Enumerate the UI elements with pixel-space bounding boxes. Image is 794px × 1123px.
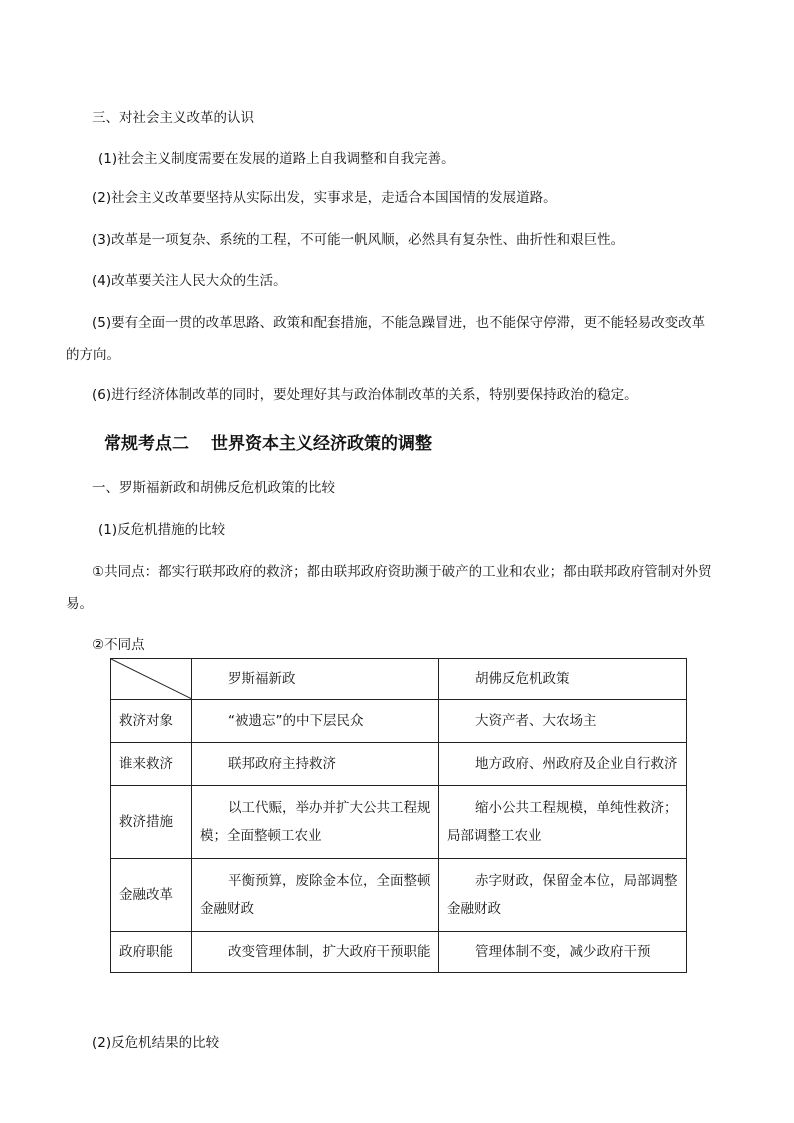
table-row — [111, 932, 687, 973]
section-title: 三、对社会主义改革的认识 — [92, 110, 254, 126]
comparison-table — [110, 658, 687, 973]
row-label: 救济对象 — [111, 700, 192, 743]
column-header: 胡佛反危机政策 — [439, 659, 687, 700]
table-cell: 以工代赈，举办并扩大公共工程规模；全面整顿工农业 — [192, 786, 439, 859]
table-cell: “被遗忘”的中下层民众 — [192, 700, 439, 743]
section-heading — [104, 432, 432, 456]
row-label: 救济措施 — [111, 786, 192, 859]
row-label: 金融改革 — [111, 859, 192, 932]
differences-title: ②不同点 — [92, 637, 145, 653]
list-item: (4)改革要关注人民大众的生活。 — [92, 273, 287, 289]
table-cell: 地方政府、州政府及企业自行救济 — [439, 743, 687, 786]
row-label: 谁来救济 — [111, 743, 192, 786]
list-item: (6)进行经济体制改革的同时，要处理好其与政治体制改革的关系，特别要保持政治的稳定。 — [92, 387, 638, 403]
row-label: 政府职能 — [111, 932, 192, 973]
table-row — [111, 700, 687, 743]
table-header-row — [111, 659, 687, 700]
list-item: (3)改革是一项复杂、系统的工程，不可能一帆风顺，必然具有复杂性、曲折性和艰巨性。 — [92, 232, 625, 248]
subsection-title: 一、罗斯福新政和胡佛反危机政策的比较 — [92, 480, 335, 496]
table-row — [111, 743, 687, 786]
list-item: (5)要有全面一贯的改革思路、政策和配套措施，不能急躁冒进，也不能保守停滞，更不能轻易改变改革 — [92, 315, 706, 331]
heading-label: 常规考点二 — [104, 434, 189, 454]
table-cell: 联邦政府主持救济 — [192, 743, 439, 786]
common-points-continuation: 易。 — [66, 596, 93, 612]
table-row — [111, 786, 687, 859]
column-header: 罗斯福新政 — [192, 659, 439, 700]
table-row — [111, 859, 687, 932]
list-item-continuation: 的方向。 — [66, 347, 120, 363]
subsection-item-title: (1)反危机措施的比较 — [98, 522, 226, 538]
diagonal-header-cell — [111, 659, 192, 700]
common-points-text: ①共同点：都实行联邦政府的救济；都由联邦政府资助濒于破产的工业和农业；都由联邦政府管制对外贸 — [92, 564, 712, 580]
table-cell: 管理体制不变，减少政府干预 — [439, 932, 687, 973]
table-cell: 赤字财政，保留金本位，局部调整金融财政 — [439, 859, 687, 932]
table-cell: 大资产者、大农场主 — [439, 700, 687, 743]
heading-title: 世界资本主义经济政策的调整 — [211, 434, 432, 454]
table-cell: 改变管理体制，扩大政府干预职能 — [192, 932, 439, 973]
list-item: (1)社会主义制度需要在发展的道路上自我调整和自我完善。 — [98, 151, 455, 167]
table-cell: 缩小公共工程规模，单纯性救济；局部调整工农业 — [439, 786, 687, 859]
table-cell: 平衡预算，废除金本位，全面整顿金融财政 — [192, 859, 439, 932]
diagonal-line — [111, 659, 192, 699]
list-item: (2)社会主义改革要坚持从实际出发，实事求是，走适合本国国情的发展道路。 — [92, 190, 557, 206]
subsection-item-title: (2)反危机结果的比较 — [92, 1035, 220, 1051]
